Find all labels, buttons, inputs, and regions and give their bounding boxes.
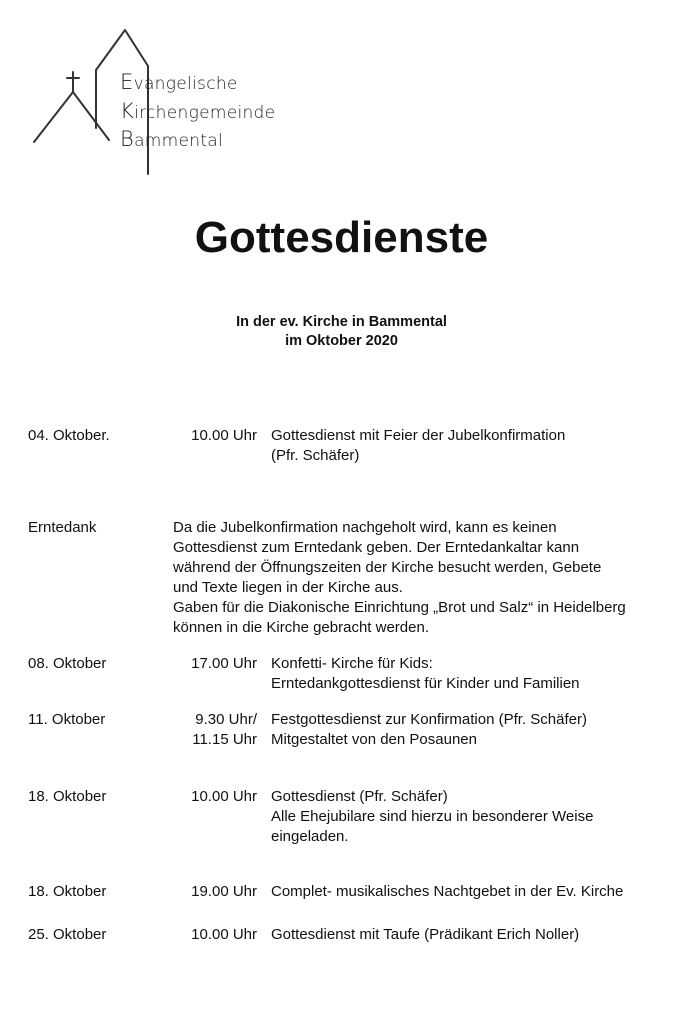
entry-description: Mitgestaltet von den Posaunen — [271, 731, 477, 748]
logo-text-bammental: Bammental — [120, 127, 224, 151]
entry-description: Gottesdienst mit Taufe (Prädikant Erich Noller) — [271, 926, 580, 943]
entry-time: 10.00 Uhr — [191, 788, 257, 805]
entry-date: 25. Oktober — [28, 926, 107, 943]
entry-description: Gottesdienst (Pfr. Schäfer) — [271, 788, 448, 805]
erntedank-text-line: und Texte liegen in der Kirche aus. — [173, 579, 403, 596]
erntedank-text-line: Gottesdienst zum Erntedank geben. Der Erntedankaltar kann — [173, 539, 580, 556]
entry-date: 18. Oktober — [28, 788, 107, 805]
entry-description: Erntedankgottesdienst für Kinder und Familien — [271, 675, 580, 692]
entry-time: 17.00 Uhr — [191, 655, 257, 672]
entry-time: 10.00 Uhr — [191, 926, 257, 943]
erntedank-text-line: Da die Jubelkonfirmation nachgeholt wird, kann es keinen — [173, 519, 557, 536]
erntedank-text-line: während der Öffnungszeiten der Kirche besucht werden, Gebete — [173, 559, 602, 576]
entry-description: Complet- musikalisches Nachtgebet in der Ev. Kirche — [271, 883, 624, 900]
entry-time: 19.00 Uhr — [191, 883, 257, 900]
logo-text-evangelische: Evangelische — [120, 70, 238, 94]
subtitle-location: In der ev. Kirche in Bammental — [236, 314, 447, 330]
subtitle-month: im Oktober 2020 — [285, 333, 398, 349]
logo-text-kirchengemeinde: Kirchengemeinde — [120, 99, 276, 123]
entry-date: 18. Oktober — [28, 883, 107, 900]
entry-date: 08. Oktober — [28, 655, 107, 672]
entry-description: Alle Ehejubilare sind hierzu in besonderer Weise — [271, 808, 594, 825]
entry-time: 11.15 Uhr — [192, 731, 257, 748]
page-title: Gottesdienste — [194, 213, 489, 262]
entry-description: Gottesdienst mit Feier der Jubelkonfirmation — [271, 427, 566, 444]
entry-date: Erntedank — [28, 519, 97, 536]
entry-date: 04. Oktober. — [28, 427, 110, 444]
entry-description: Konfetti- Kirche für Kids: — [271, 655, 433, 672]
entry-date: 11. Oktober — [28, 711, 106, 728]
church-logo — [30, 28, 300, 178]
entry-description: eingeladen. — [271, 828, 349, 845]
entry-time: 10.00 Uhr — [191, 427, 257, 444]
entry-time: 9.30 Uhr/ — [195, 711, 257, 728]
entry-description: (Pfr. Schäfer) — [271, 447, 360, 464]
erntedank-text-line: können in die Kirche gebracht werden. — [173, 619, 429, 636]
erntedank-text-line: Gaben für die Diakonische Einrichtung „Brot und Salz“ in Heidelberg — [173, 599, 626, 616]
entry-description: Festgottesdienst zur Konfirmation (Pfr. Schäfer) — [271, 711, 587, 728]
